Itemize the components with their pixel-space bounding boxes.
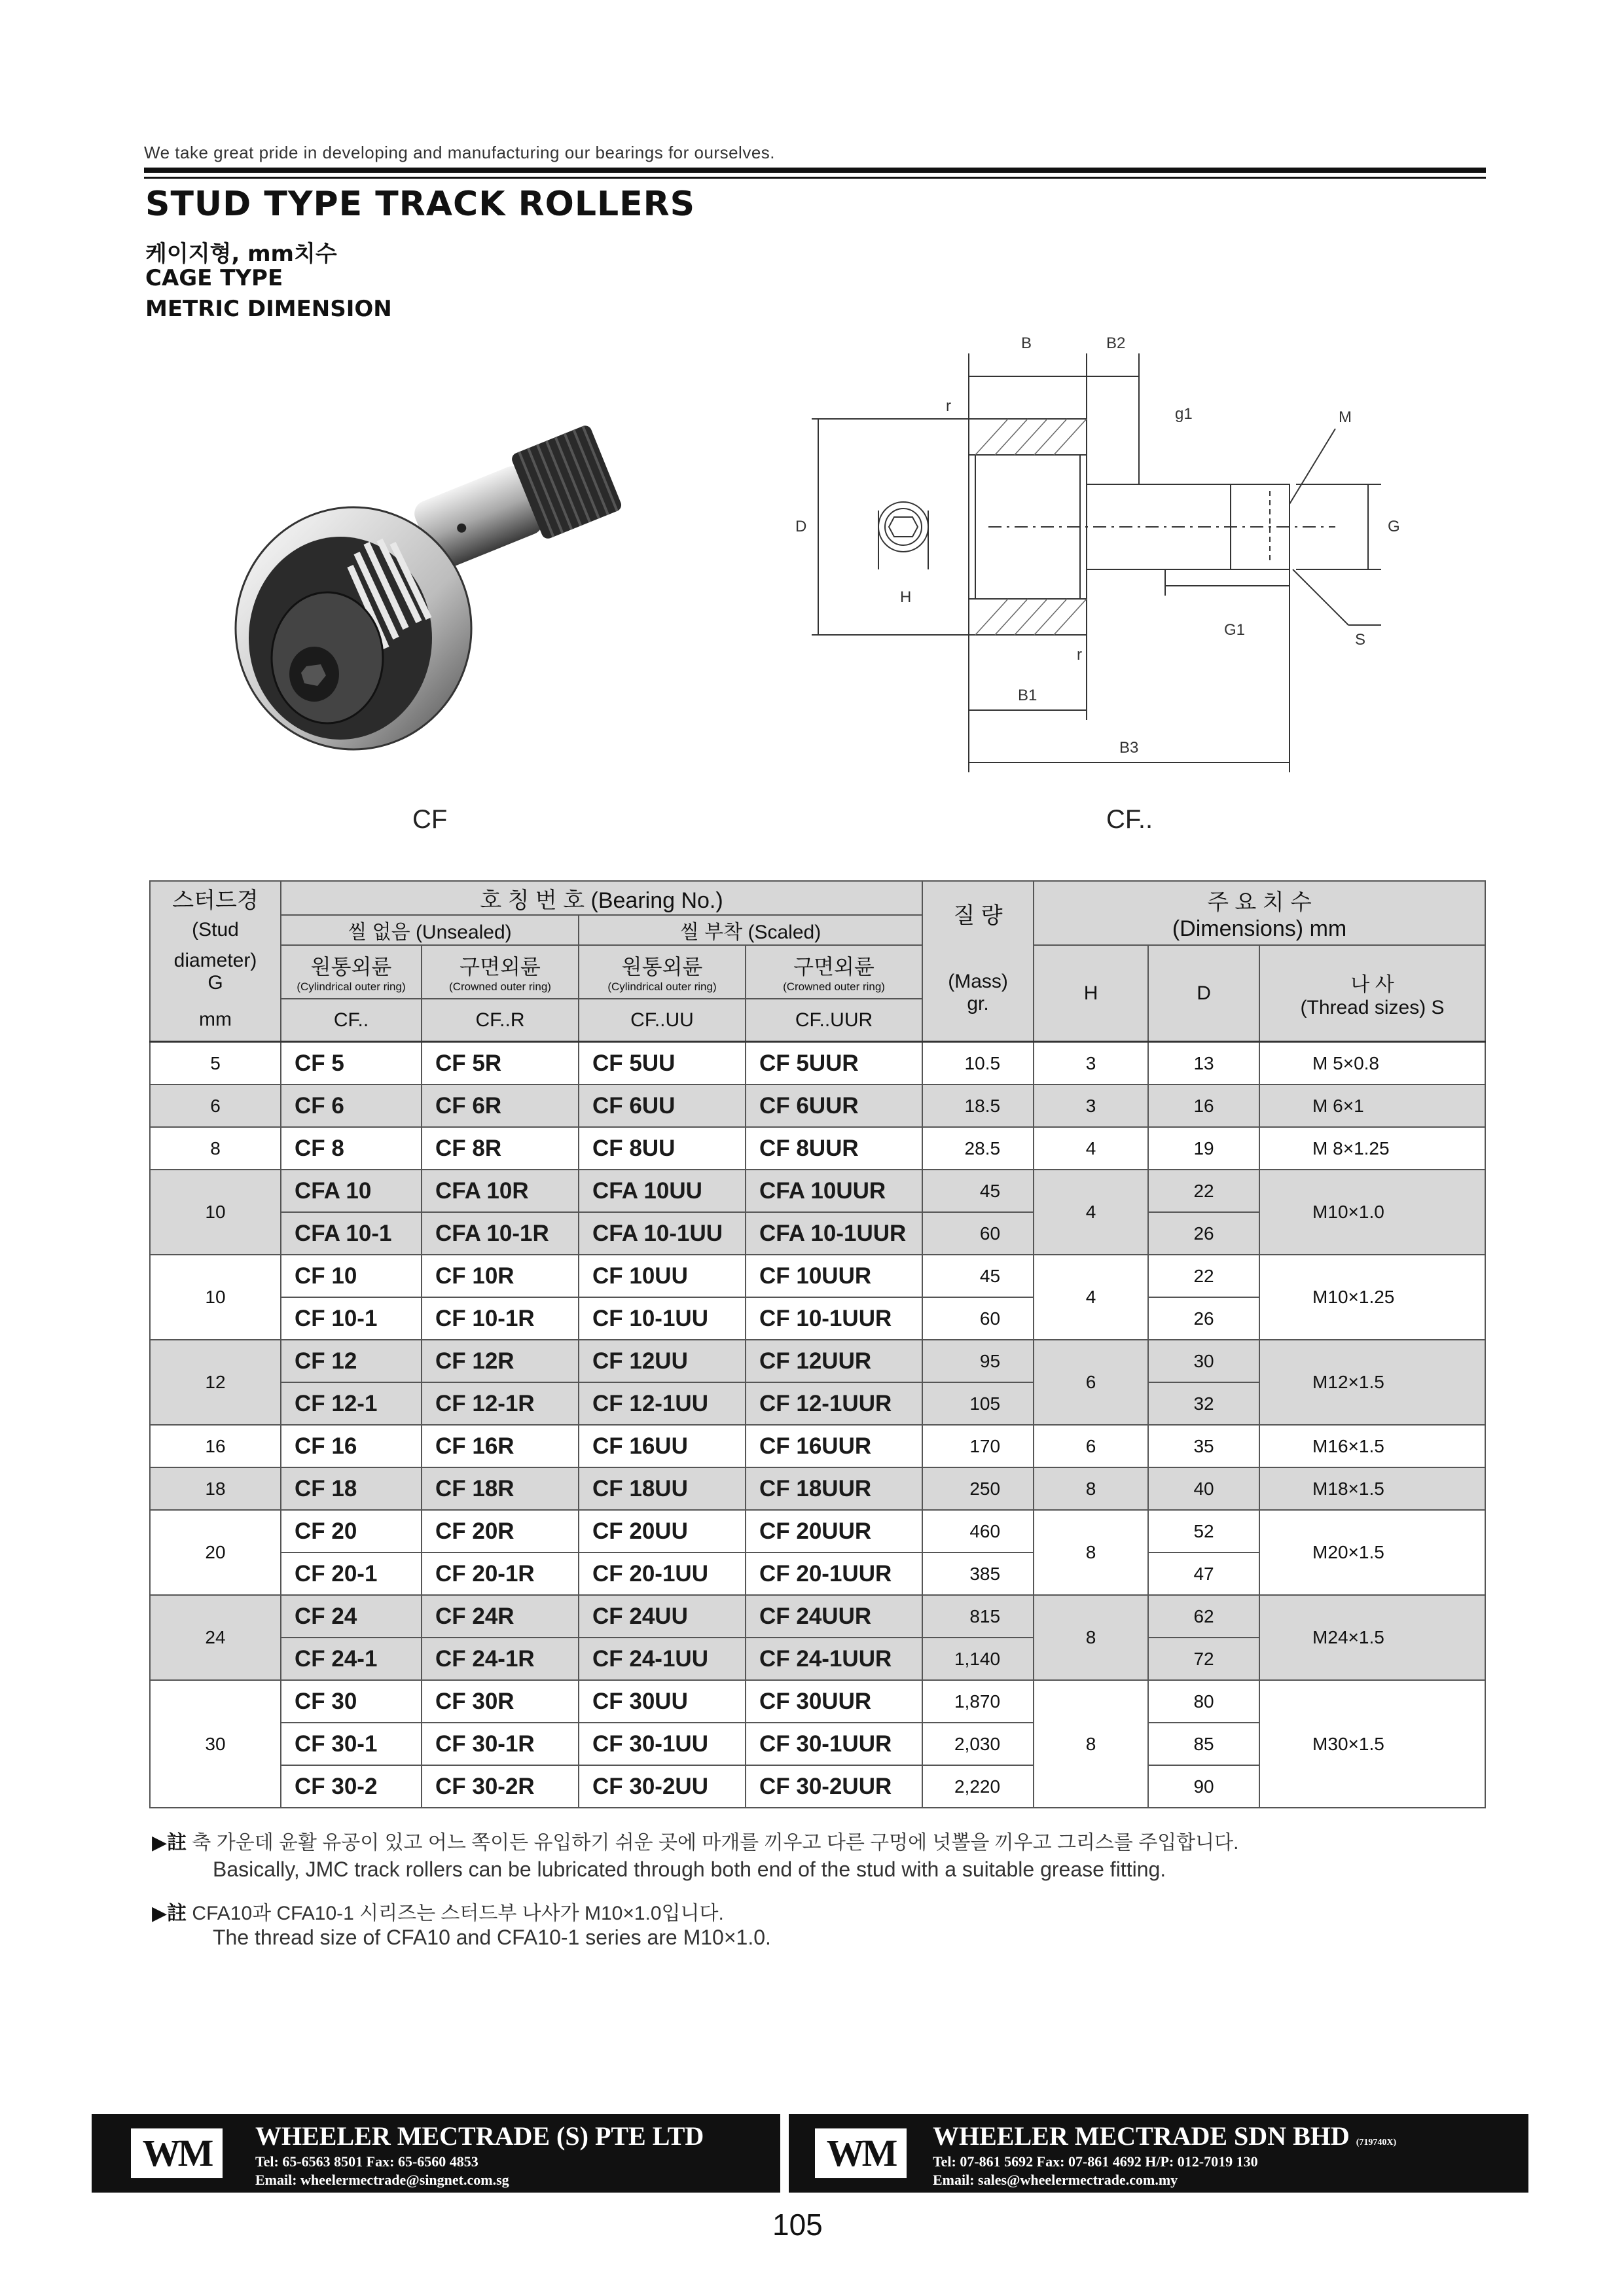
cell-stud: 10 <box>150 1255 281 1340</box>
product-photo <box>223 412 628 779</box>
cell-thread: M 8×1.25 <box>1259 1127 1485 1170</box>
cell-mass: 10.5 <box>922 1042 1034 1085</box>
th-code-1: CF.. <box>281 999 422 1042</box>
cell-d: 22 <box>1148 1170 1259 1212</box>
th-crown-1-ko: 구면외륜 <box>460 955 541 978</box>
cell-code: CF 30-1UUR <box>746 1723 922 1765</box>
cell-code: CF 20R <box>422 1510 579 1552</box>
cell-code: CF 8UUR <box>746 1127 922 1170</box>
label-G: G <box>1388 518 1400 535</box>
th-bearing-no: 호 칭 번 호 (Bearing No.) <box>281 881 922 915</box>
th-h: H <box>1034 945 1148 1042</box>
cell-code: CF 20-1UUR <box>746 1552 922 1595</box>
cell-d: 85 <box>1148 1723 1259 1765</box>
label-B: B <box>1021 334 1032 352</box>
cell-h: 8 <box>1034 1510 1148 1595</box>
cell-d: 35 <box>1148 1425 1259 1467</box>
th-mass <box>922 945 1034 1042</box>
cell-h: 4 <box>1034 1170 1148 1255</box>
cell-code: CF 16R <box>422 1425 579 1467</box>
note-1-ko-text: 축 가운데 윤활 유공이 있고 어느 쪽이든 유입하기 쉬운 곳에 마개를 끼우고 다른 구멍에 넛뽈을 끼우고 그리스를 주입합니다. <box>192 1832 1239 1854</box>
cell-thread: M24×1.5 <box>1259 1595 1485 1680</box>
cell-code: CF 30-1R <box>422 1723 579 1765</box>
table-row <box>150 1085 1485 1127</box>
cell-code: CF 16 <box>281 1425 422 1467</box>
label-D: D <box>795 518 807 535</box>
cell-code: CFA 10-1R <box>422 1212 579 1255</box>
cell-code: CF 24-1 <box>281 1638 422 1680</box>
th-mass-en: (Mass) <box>948 971 1008 992</box>
cell-mass: 460 <box>922 1510 1034 1552</box>
cell-code: CF 6UU <box>579 1085 746 1127</box>
cell-stud: 10 <box>150 1170 281 1255</box>
cell-d: 80 <box>1148 1680 1259 1723</box>
cell-d: 40 <box>1148 1467 1259 1510</box>
th-thread-en: (Thread sizes) S <box>1300 996 1445 1018</box>
cell-mass: 60 <box>922 1297 1034 1340</box>
cell-h: 8 <box>1034 1595 1148 1680</box>
cell-code: CF 10-1R <box>422 1297 579 1340</box>
cell-thread: M 5×0.8 <box>1259 1042 1485 1085</box>
th-cyl-2-en: (Cylindrical outer ring) <box>607 980 717 993</box>
cell-code: CF 24-1R <box>422 1638 579 1680</box>
cell-code: CF 18UU <box>579 1467 746 1510</box>
table-row <box>150 1340 1485 1382</box>
note-1-ko <box>152 1826 1238 1855</box>
cell-code: CFA 10 <box>281 1170 422 1212</box>
cell-d: 26 <box>1148 1212 1259 1255</box>
cell-code: CF 12UU <box>579 1340 746 1382</box>
cell-stud: 20 <box>150 1510 281 1595</box>
cell-code: CF 6 <box>281 1085 422 1127</box>
label-H: H <box>900 588 912 606</box>
cell-code: CF 8UU <box>579 1127 746 1170</box>
th-d: D <box>1148 945 1259 1042</box>
cell-code: CFA 10R <box>422 1170 579 1212</box>
cell-code: CFA 10UUR <box>746 1170 922 1212</box>
cell-thread: M30×1.5 <box>1259 1680 1485 1808</box>
cell-code: CF 30-1 <box>281 1723 422 1765</box>
cell-d: 26 <box>1148 1297 1259 1340</box>
note-2-ko-text: CFA10과 CFA10-1 시리즈는 스터드부 나사가 M10×1.0입니다. <box>192 1903 724 1924</box>
cell-code: CF 30UU <box>579 1680 746 1723</box>
cell-h: 8 <box>1034 1467 1148 1510</box>
cell-h: 6 <box>1034 1340 1148 1425</box>
label-B3: B3 <box>1119 739 1139 757</box>
note-2-ko <box>152 1897 724 1926</box>
cell-code: CF 20UUR <box>746 1510 922 1552</box>
page-title: STUD TYPE TRACK ROLLERS <box>145 185 696 224</box>
cell-code: CF 6UUR <box>746 1085 922 1127</box>
cell-mass: 95 <box>922 1340 1034 1382</box>
label-g1: g1 <box>1175 405 1193 423</box>
cell-code: CF 20UU <box>579 1510 746 1552</box>
cell-d: 72 <box>1148 1638 1259 1680</box>
table-row <box>150 1467 1485 1510</box>
cell-mass: 385 <box>922 1552 1034 1595</box>
cell-thread: M12×1.5 <box>1259 1340 1485 1425</box>
th-stud-g: G <box>208 972 223 994</box>
cell-code: CF 24-1UU <box>579 1638 746 1680</box>
th-code-3: CF..UU <box>579 999 746 1042</box>
label-B2: B2 <box>1106 334 1126 352</box>
th-crown-2-ko: 구면외륜 <box>793 955 875 978</box>
cell-code: CF 24 <box>281 1595 422 1638</box>
label-B1: B1 <box>1018 687 1038 704</box>
cell-mass: 45 <box>922 1170 1034 1212</box>
company-logo-right: WM <box>815 2128 907 2178</box>
cell-code: CF 30-2R <box>422 1765 579 1808</box>
cell-code: CF 18 <box>281 1467 422 1510</box>
company-email-left: Email: wheelermectrade@singnet.com.sg <box>255 2172 509 2188</box>
cell-code: CFA 10UU <box>579 1170 746 1212</box>
th-thread <box>1259 945 1485 1042</box>
cell-code: CF 16UU <box>579 1425 746 1467</box>
cell-d: 22 <box>1148 1255 1259 1297</box>
cell-code: CF 20-1 <box>281 1552 422 1595</box>
caption-cf: CF <box>412 805 448 834</box>
cell-d: 16 <box>1148 1085 1259 1127</box>
label-M: M <box>1339 408 1352 426</box>
cell-mass: 1,870 <box>922 1680 1034 1723</box>
cell-code: CF 30-2UUR <box>746 1765 922 1808</box>
th-dims <box>1034 881 1485 945</box>
th-cyl-1 <box>281 945 422 999</box>
cell-h: 8 <box>1034 1680 1148 1808</box>
cell-code: CF 8R <box>422 1127 579 1170</box>
caption-cf-dots: CF.. <box>1106 805 1153 834</box>
cell-code: CF 6R <box>422 1085 579 1127</box>
cell-stud: 8 <box>150 1127 281 1170</box>
cell-code: CF 20-1UU <box>579 1552 746 1595</box>
subtitle-metric: METRIC DIMENSION <box>145 296 392 322</box>
cell-h: 3 <box>1034 1042 1148 1085</box>
cell-code: CF 5R <box>422 1042 579 1085</box>
cell-d: 62 <box>1148 1595 1259 1638</box>
page-number: 105 <box>772 2208 823 2242</box>
cell-stud: 16 <box>150 1425 281 1467</box>
cell-code: CF 10-1UU <box>579 1297 746 1340</box>
cell-code: CF 18R <box>422 1467 579 1510</box>
cell-stud: 24 <box>150 1595 281 1680</box>
cell-mass: 105 <box>922 1382 1034 1425</box>
label-S: S <box>1355 631 1366 649</box>
cell-code: CF 10-1UUR <box>746 1297 922 1340</box>
cell-code: CF 12-1UU <box>579 1382 746 1425</box>
table-row <box>150 1255 1485 1297</box>
tagline: We take great pride in developing and manufacturing our bearings for ourselves. <box>144 143 776 162</box>
cell-code: CF 12UUR <box>746 1340 922 1382</box>
cell-code: CF 5 <box>281 1042 422 1085</box>
cell-code: CF 10R <box>422 1255 579 1297</box>
cell-d: 90 <box>1148 1765 1259 1808</box>
table-row <box>150 1425 1485 1467</box>
company-name-left: WHEELER MECTRADE (S) PTE LTD <box>255 2121 704 2151</box>
cell-code: CF 30R <box>422 1680 579 1723</box>
th-code-4: CF..UUR <box>746 999 922 1042</box>
cell-code: CFA 10-1UU <box>579 1212 746 1255</box>
cell-thread: M18×1.5 <box>1259 1467 1485 1510</box>
cell-code: CF 18UUR <box>746 1467 922 1510</box>
cell-thread: M 6×1 <box>1259 1085 1485 1127</box>
cell-code: CF 20 <box>281 1510 422 1552</box>
cell-code: CF 24UU <box>579 1595 746 1638</box>
cell-code: CF 12-1UUR <box>746 1382 922 1425</box>
cell-code: CF 10 <box>281 1255 422 1297</box>
cell-code: CF 12-1 <box>281 1382 422 1425</box>
cell-code: CF 30-2UU <box>579 1765 746 1808</box>
cell-code: CF 8 <box>281 1127 422 1170</box>
cell-d: 19 <box>1148 1127 1259 1170</box>
cell-code: CF 24UUR <box>746 1595 922 1638</box>
table-row <box>150 1170 1485 1212</box>
table-row <box>150 1510 1485 1552</box>
cell-stud: 18 <box>150 1467 281 1510</box>
cell-code: CF 10-1 <box>281 1297 422 1340</box>
th-crown-2-en: (Crowned outer ring) <box>783 980 885 993</box>
th-stud-en1: (Stud <box>150 915 281 945</box>
cell-mass: 170 <box>922 1425 1034 1467</box>
company-reg-right: (719740X) <box>1356 2138 1397 2147</box>
cell-code: CF 5UU <box>579 1042 746 1085</box>
cell-mass: 28.5 <box>922 1127 1034 1170</box>
th-dims-ko: 주 요 치 수 <box>1207 890 1312 915</box>
cell-code: CF 10UUR <box>746 1255 922 1297</box>
table-row <box>150 1127 1485 1170</box>
cell-h: 6 <box>1034 1425 1148 1467</box>
subtitle-korean: 케이지형, mm치수 <box>145 241 337 267</box>
th-code-2: CF..R <box>422 999 579 1042</box>
th-stud-mm: mm <box>150 999 281 1042</box>
cell-stud: 30 <box>150 1680 281 1808</box>
th-mass-ko <box>922 881 1034 945</box>
cell-d: 30 <box>1148 1340 1259 1382</box>
table-row <box>150 1595 1485 1638</box>
th-cyl-1-ko: 원통외륜 <box>310 955 392 978</box>
subtitle-cage-type: CAGE TYPE <box>145 265 283 291</box>
cell-h: 3 <box>1034 1085 1148 1127</box>
cell-thread: M20×1.5 <box>1259 1510 1485 1595</box>
cell-code: CF 30-1UU <box>579 1723 746 1765</box>
cell-code: CF 16UUR <box>746 1425 922 1467</box>
cell-code: CF 30UUR <box>746 1680 922 1723</box>
label-r-bottom: r <box>1077 646 1082 664</box>
footer-right <box>789 2114 1528 2193</box>
header-rule <box>144 168 1486 173</box>
cell-d: 13 <box>1148 1042 1259 1085</box>
cell-code: CF 12R <box>422 1340 579 1382</box>
cell-d: 52 <box>1148 1510 1259 1552</box>
company-tel-left: Tel: 65-6563 8501 Fax: 65-6560 4853 <box>255 2153 478 2170</box>
th-crown-1-en: (Crowned outer ring) <box>449 980 551 993</box>
cell-mass: 815 <box>922 1595 1034 1638</box>
cell-code: CF 12-1R <box>422 1382 579 1425</box>
cell-mass: 2,220 <box>922 1765 1034 1808</box>
header-rule-thin <box>144 177 1486 179</box>
dimension-drawing <box>772 327 1492 798</box>
th-crown-2 <box>746 945 922 999</box>
note-1-mark: ▶註 <box>152 1832 187 1854</box>
cell-code: CF 30-2 <box>281 1765 422 1808</box>
label-r-top: r <box>946 397 951 415</box>
th-mass-ko-text: 질 량 <box>953 903 1003 928</box>
company-name-right <box>933 2121 1396 2151</box>
th-stud-ko: 스터드경 <box>150 881 281 915</box>
cell-thread: M16×1.5 <box>1259 1425 1485 1467</box>
spec-table <box>149 880 1486 1808</box>
th-cyl-1-en: (Cylindrical outer ring) <box>297 980 406 993</box>
cell-code: CF 30 <box>281 1680 422 1723</box>
cell-mass: 250 <box>922 1467 1034 1510</box>
th-stud-en2 <box>150 945 281 999</box>
note-1-en: Basically, JMC track rollers can be lubricated through both end of the stud with a suitable grease fitting. <box>213 1857 1166 1881</box>
footer-left <box>92 2114 780 2193</box>
company-tel-right: Tel: 07-861 5692 Fax: 07-861 4692 H/P: 012-7019 130 <box>933 2153 1258 2170</box>
cell-h: 4 <box>1034 1127 1148 1170</box>
th-mass-unit: gr. <box>967 993 989 1014</box>
cell-thread: M10×1.25 <box>1259 1255 1485 1340</box>
company-logo-left: WM <box>131 2128 223 2178</box>
cell-code: CF 12 <box>281 1340 422 1382</box>
th-cyl-2 <box>579 945 746 999</box>
cell-code: CF 10UU <box>579 1255 746 1297</box>
th-sealed: 씰 부착 (Scaled) <box>579 915 922 945</box>
cell-stud: 5 <box>150 1042 281 1085</box>
note-2-mark: ▶註 <box>152 1903 187 1924</box>
cell-mass: 60 <box>922 1212 1034 1255</box>
company-name-right-text: WHEELER MECTRADE SDN BHD <box>933 2121 1350 2151</box>
th-cyl-2-ko: 원통외륜 <box>621 955 703 978</box>
cell-thread: M10×1.0 <box>1259 1170 1485 1255</box>
cell-code: CFA 10-1 <box>281 1212 422 1255</box>
cell-code: CF 24R <box>422 1595 579 1638</box>
cell-d: 47 <box>1148 1552 1259 1595</box>
cell-code: CF 5UUR <box>746 1042 922 1085</box>
th-crown-1 <box>422 945 579 999</box>
cell-code: CF 20-1R <box>422 1552 579 1595</box>
label-G1: G1 <box>1224 621 1246 639</box>
note-2-en: The thread size of CFA10 and CFA10-1 series are M10×1.0. <box>213 1926 771 1949</box>
cell-stud: 12 <box>150 1340 281 1425</box>
company-email-right: Email: sales@wheelermectrade.com.my <box>933 2172 1178 2188</box>
cell-stud: 6 <box>150 1085 281 1127</box>
cell-mass: 45 <box>922 1255 1034 1297</box>
cell-code: CF 24-1UUR <box>746 1638 922 1680</box>
th-unsealed: 씰 없음 (Unsealed) <box>281 915 579 945</box>
cell-h: 4 <box>1034 1255 1148 1340</box>
cell-mass: 18.5 <box>922 1085 1034 1127</box>
th-dims-en: (Dimensions) mm <box>1172 916 1347 941</box>
cell-mass: 1,140 <box>922 1638 1034 1680</box>
table-row <box>150 1042 1485 1085</box>
cell-mass: 2,030 <box>922 1723 1034 1765</box>
cell-d: 32 <box>1148 1382 1259 1425</box>
table-row <box>150 1680 1485 1723</box>
th-stud-en2-text: diameter) <box>173 950 257 971</box>
cell-code: CFA 10-1UUR <box>746 1212 922 1255</box>
th-thread-ko: 나 사 <box>1350 973 1394 996</box>
